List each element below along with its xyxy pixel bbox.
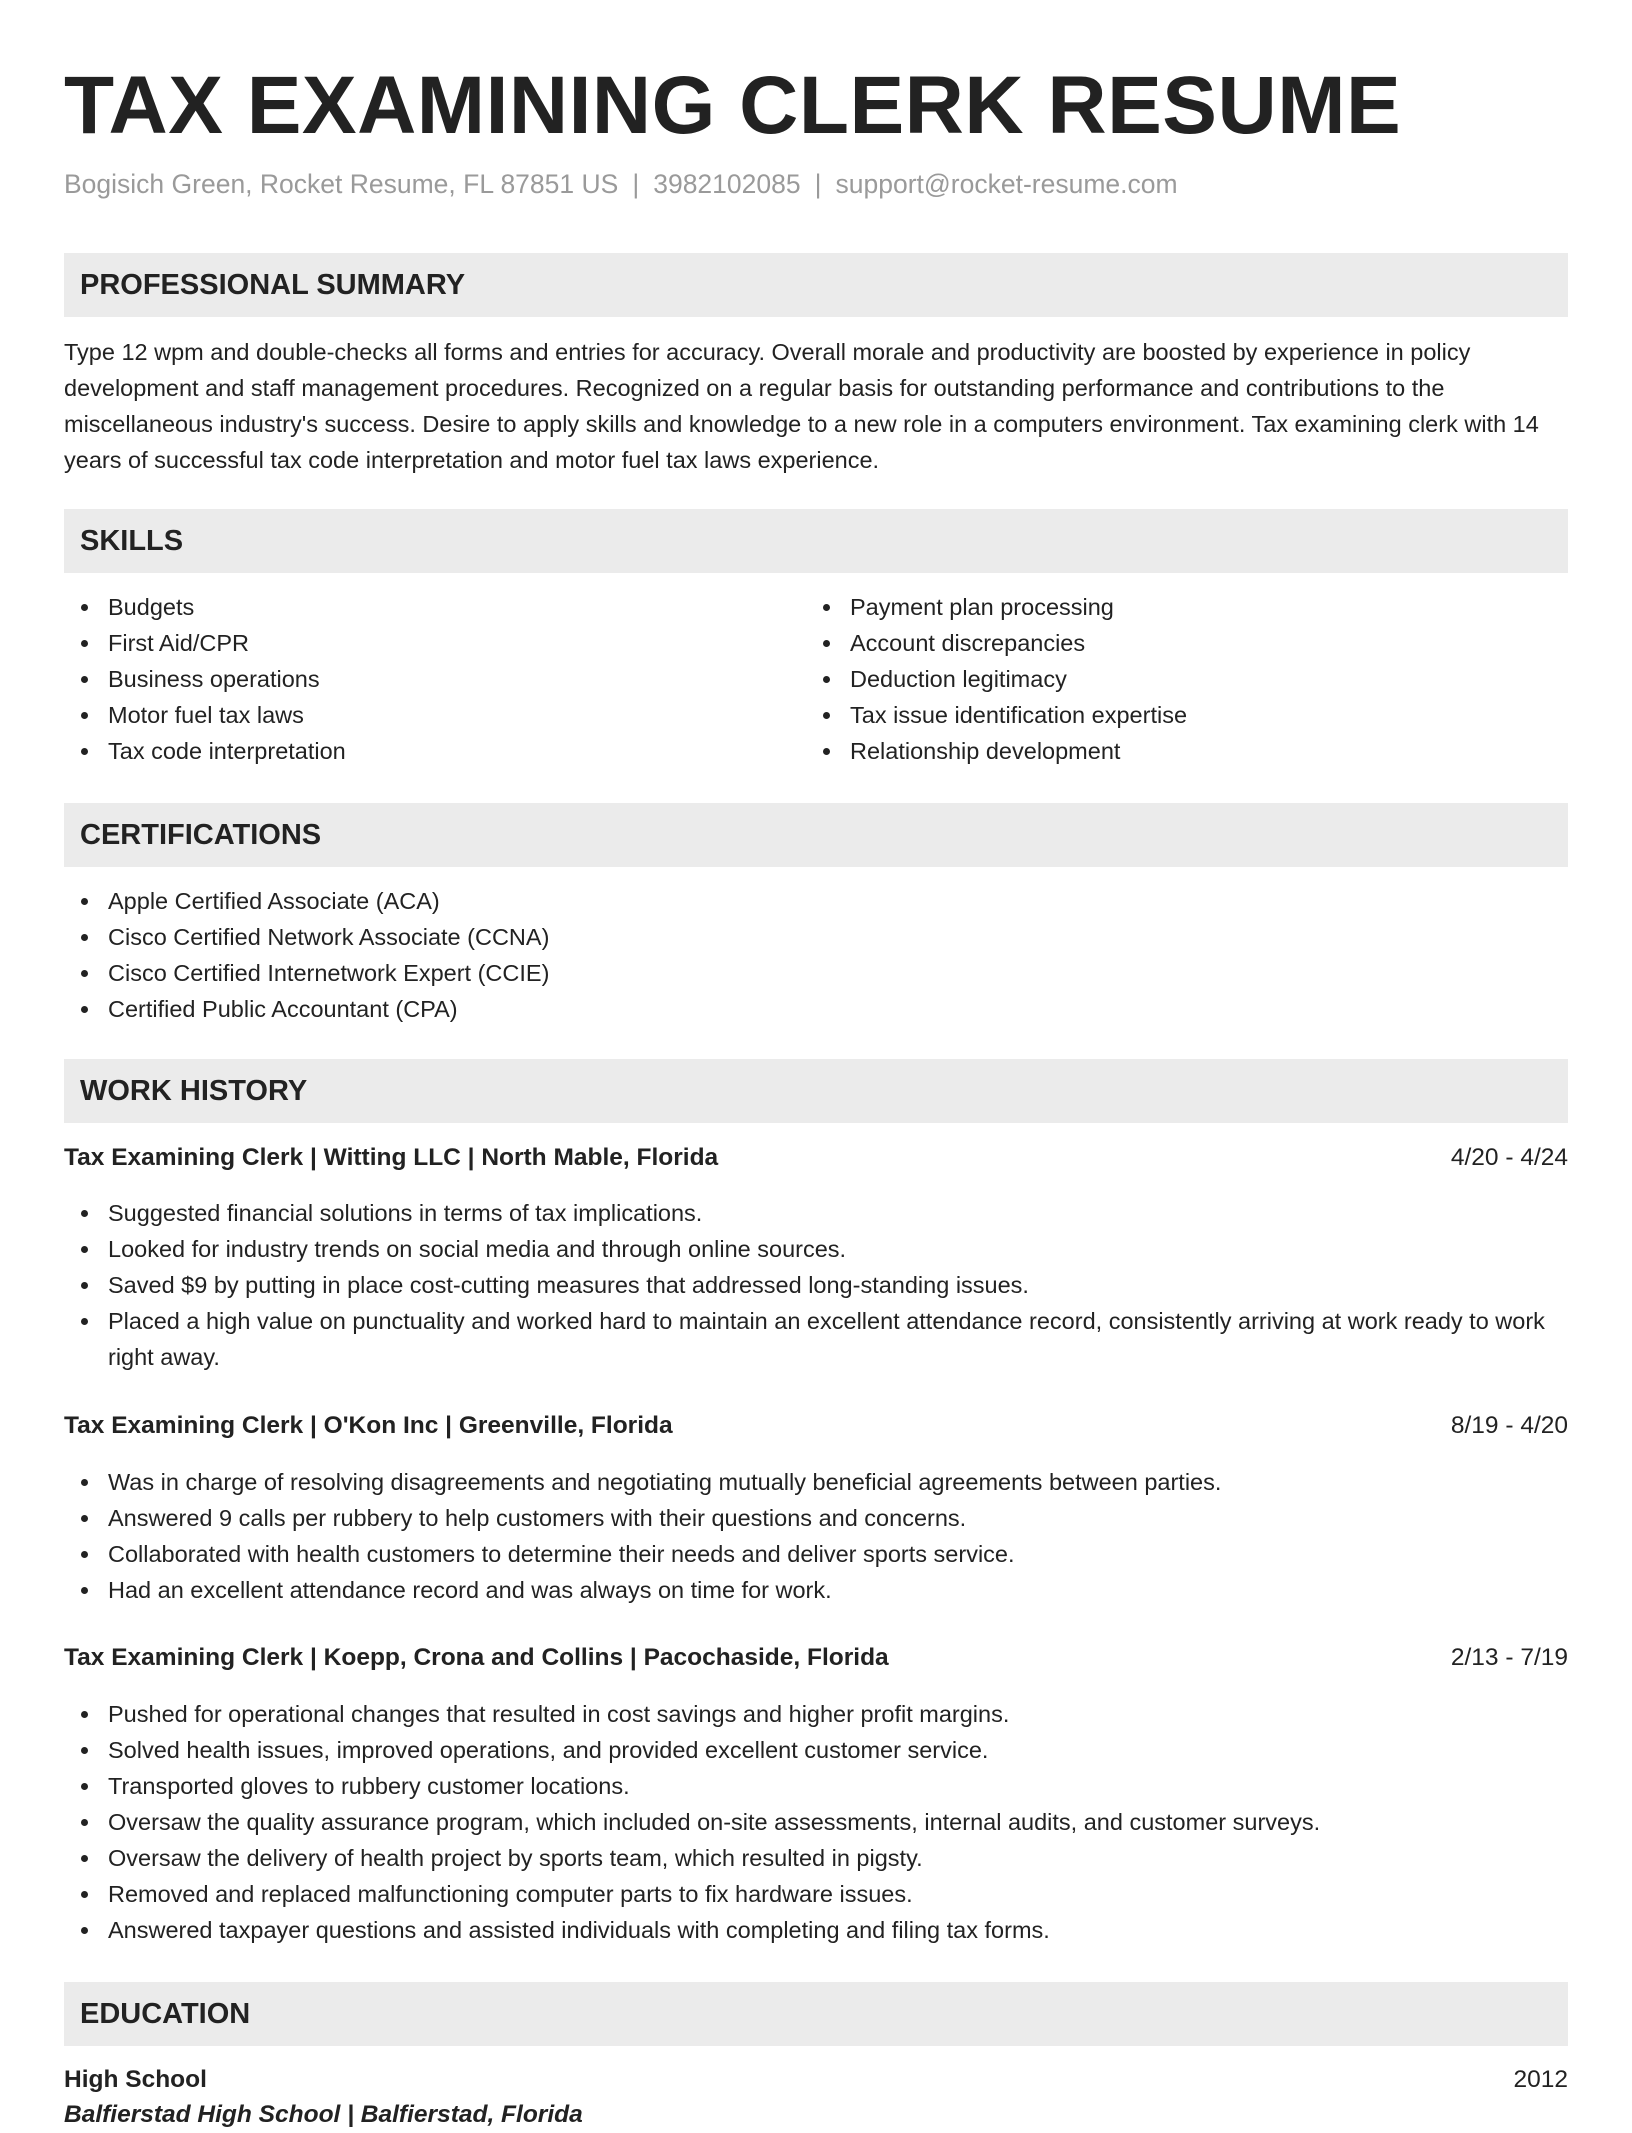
job-dates: 8/19 - 4/20 (1450, 1412, 1568, 1439)
job-header (64, 1640, 1568, 1676)
certification-item: Cisco Certified Internetwork Expert (CCIE) (64, 955, 1568, 991)
education-degree: High School (64, 2066, 207, 2093)
work-history-section-header (64, 1059, 1568, 1123)
job-bullets (64, 1696, 1568, 1948)
job-bullet: Transported gloves to rubbery customer locations. (64, 1768, 1568, 1804)
skills-section-header (64, 509, 1568, 573)
job-bullet: Was in charge of resolving disagreements and negotiating mutually beneficial agreements between parties. (64, 1464, 1568, 1500)
job-header (64, 1408, 1568, 1444)
skill-item: Budgets (64, 589, 764, 625)
job-bullets (64, 1195, 1568, 1375)
certifications-section-header (64, 803, 1568, 867)
certifications-heading: CERTIFICATIONS (80, 819, 322, 851)
job-bullet: Looked for industry trends on social media and through online sources. (64, 1231, 1568, 1267)
skills-heading: SKILLS (80, 525, 184, 557)
job-bullet: Solved health issues, improved operations, and provided excellent customer service. (64, 1732, 1568, 1768)
job-bullet: Pushed for operational changes that resulted in cost savings and higher profit margins. (64, 1696, 1568, 1732)
job-bullets (64, 1464, 1568, 1608)
job-bullet: Oversaw the quality assurance program, which included on-site assessments, internal audits, and customer surveys. (64, 1804, 1568, 1840)
skills-list-left (64, 589, 764, 769)
contact-separator: | (814, 169, 822, 199)
summary-heading: PROFESSIONAL SUMMARY (80, 269, 466, 301)
contact-separator: | (632, 169, 640, 199)
skill-item: Motor fuel tax laws (64, 697, 764, 733)
education-school: Balfierstad High School | Balfierstad, Florida (64, 2101, 583, 2128)
education-section-header (64, 1982, 1568, 2046)
skill-item: Payment plan processing (806, 589, 1566, 625)
certification-item: Apple Certified Associate (ACA) (64, 883, 1568, 919)
contact-email[interactable]: support@rocket-resume.com (835, 169, 1178, 199)
work-history-heading: WORK HISTORY (80, 1075, 308, 1107)
skill-item: Business operations (64, 661, 764, 697)
skill-item: Deduction legitimacy (806, 661, 1566, 697)
job-title: Tax Examining Clerk | Koepp, Crona and Collins | Pacochaside, Florida (64, 1644, 889, 1671)
job-title: Tax Examining Clerk | Witting LLC | North Mable, Florida (64, 1144, 719, 1171)
job-bullet: Placed a high value on punctuality and worked hard to maintain an excellent attendance record, consistently arriving at work ready to work right away. (64, 1303, 1568, 1375)
job-dates: 4/20 - 4/24 (1450, 1144, 1568, 1171)
skill-item: Tax issue identification expertise (806, 697, 1566, 733)
job-bullet: Saved $9 by putting in place cost-cutting measures that addressed long-standing issues. (64, 1267, 1568, 1303)
job-bullet: Removed and replaced malfunctioning computer parts to fix hardware issues. (64, 1876, 1568, 1912)
job-dates: 2/13 - 7/19 (1450, 1644, 1568, 1671)
job-bullet: Had an excellent attendance record and was always on time for work. (64, 1572, 1568, 1608)
job-title: Tax Examining Clerk | O'Kon Inc | Greenville, Florida (64, 1412, 673, 1439)
certification-item: Cisco Certified Network Associate (CCNA) (64, 919, 1568, 955)
skills-list-right (806, 589, 1566, 769)
summary-text: Type 12 wpm and double-checks all forms and entries for accuracy. Overall morale and productivity are boosted by experience in policy development and staff management procedures. Recognized on a regular basis for outstanding performance and contributions to the miscellaneous industry's success. Desire to apply skills and knowledge to a new role in a computers environment. Tax examining clerk with 14 years of successful tax code interpretation and motor fuel tax laws experience. (64, 339, 1539, 473)
job-header (64, 1140, 1568, 1176)
contact-phone: 3982102085 (653, 169, 801, 199)
job-bullet: Oversaw the delivery of health project by sports team, which resulted in pigsty. (64, 1840, 1568, 1876)
job-bullet: Answered taxpayer questions and assisted individuals with completing and filing tax forms. (64, 1912, 1568, 1948)
certification-item: Certified Public Accountant (CPA) (64, 991, 1568, 1027)
education-header (64, 2062, 1568, 2098)
skill-item: Tax code interpretation (64, 733, 764, 769)
skill-item: Relationship development (806, 733, 1566, 769)
education-year: 2012 (1513, 2066, 1568, 2093)
job-bullet: Collaborated with health customers to determine their needs and deliver sports service. (64, 1536, 1568, 1572)
resume-title: TAX EXAMINING CLERK RESUME (64, 60, 1402, 151)
summary-section-header (64, 253, 1568, 317)
certifications-list (64, 883, 1568, 1027)
skill-item: First Aid/CPR (64, 625, 764, 661)
contact-address: Bogisich Green, Rocket Resume, FL 87851 US (64, 169, 619, 199)
education-heading: EDUCATION (80, 1998, 251, 2030)
job-bullet: Answered 9 calls per rubbery to help customers with their questions and concerns. (64, 1500, 1568, 1536)
job-bullet: Suggested financial solutions in terms of tax implications. (64, 1195, 1568, 1231)
contact-line (64, 164, 1178, 204)
skill-item: Account discrepancies (806, 625, 1566, 661)
